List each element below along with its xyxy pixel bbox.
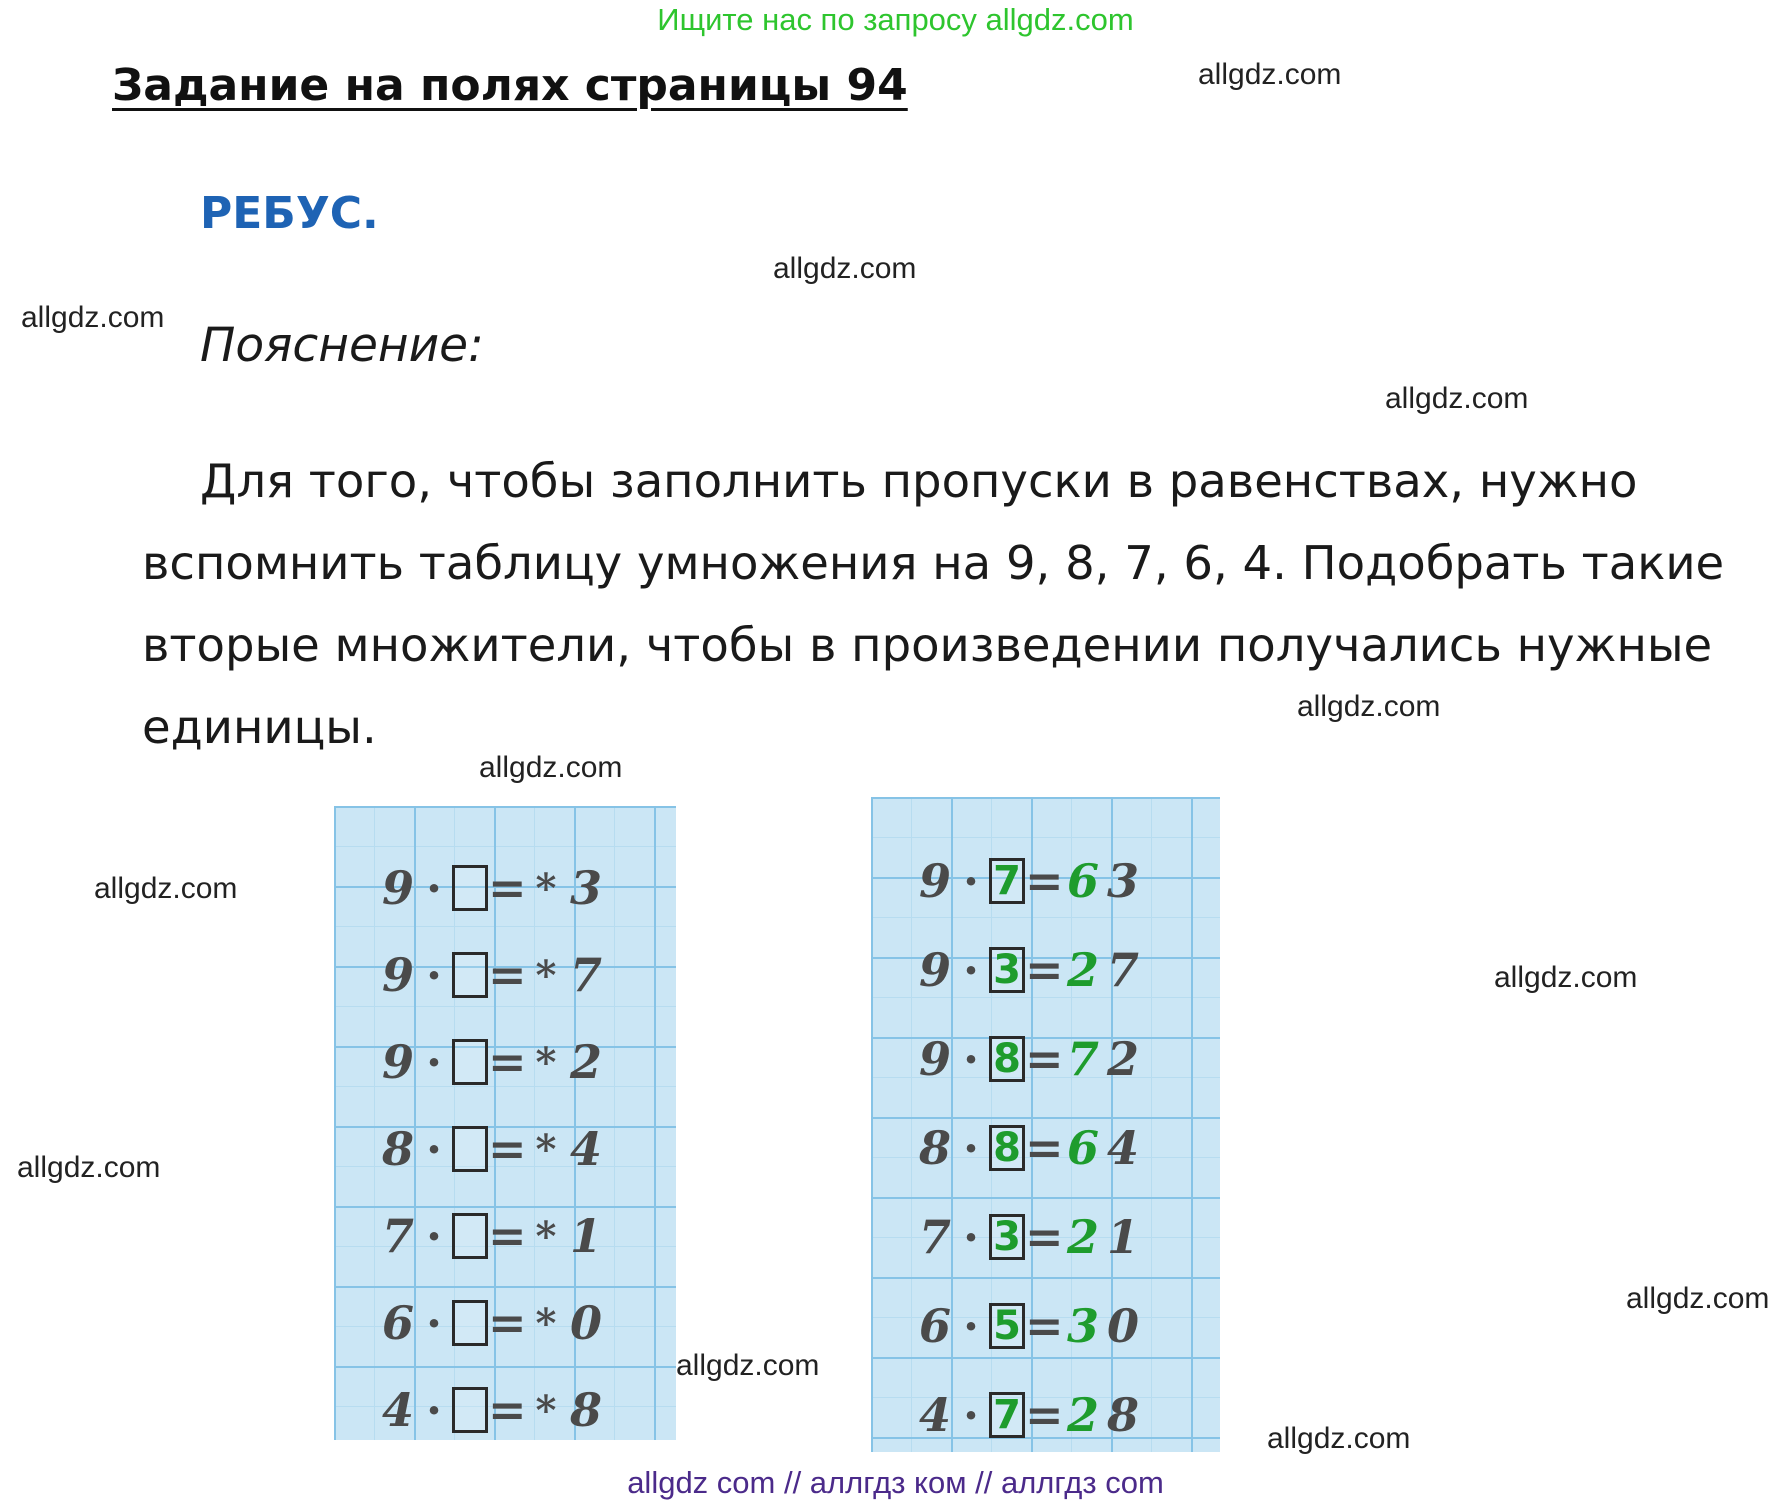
multiply-sign: · <box>962 1121 979 1175</box>
explanation-label: Пояснение: <box>200 318 484 373</box>
product-tens: 6 <box>1066 1121 1099 1175</box>
multiply-sign: · <box>425 1383 442 1437</box>
watermark: allgdz.com <box>773 252 917 285</box>
multiplicand: 9 <box>381 861 414 915</box>
product-tens: 2 <box>1066 943 1099 997</box>
product-units: 1 <box>569 1209 602 1263</box>
product-units: 8 <box>569 1383 602 1437</box>
watermark: allgdz.com <box>1494 961 1638 994</box>
solved-equation <box>917 1296 1143 1356</box>
product-units: 0 <box>1106 1299 1139 1353</box>
product-tens: * <box>535 1299 557 1347</box>
equals-sign: = <box>1025 1299 1064 1353</box>
blank-box <box>452 1126 488 1172</box>
multiply-sign: · <box>425 861 442 915</box>
multiplicand: 9 <box>918 1032 951 1086</box>
product-units: 3 <box>1106 854 1139 908</box>
multiplicand: 6 <box>381 1296 414 1350</box>
multiply-sign: · <box>962 854 979 908</box>
product-units: 7 <box>1106 943 1139 997</box>
equals-sign: = <box>1025 1388 1064 1442</box>
multiply-sign: · <box>962 1299 979 1353</box>
multiply-sign: · <box>425 1122 442 1176</box>
explanation-paragraph <box>142 440 1752 768</box>
multiplicand: 7 <box>381 1209 414 1263</box>
solved-equation <box>917 1029 1143 1089</box>
multiplicand: 7 <box>918 1210 951 1264</box>
blank-box <box>452 952 488 998</box>
task-equation <box>380 945 606 1005</box>
equals-sign: = <box>1025 943 1064 997</box>
watermark: allgdz.com <box>1626 1282 1770 1315</box>
watermark: allgdz.com <box>479 751 623 784</box>
product-units: 8 <box>1106 1388 1139 1442</box>
top-banner: Ищите нас по запросу allgdz.com <box>657 2 1134 37</box>
answer-box: 8 <box>989 1125 1025 1171</box>
product-units: 1 <box>1106 1210 1139 1264</box>
solved-equation <box>917 1385 1143 1445</box>
multiply-sign: · <box>425 1035 442 1089</box>
equals-sign: = <box>488 1296 527 1350</box>
product-tens: * <box>535 864 557 912</box>
equals-sign: = <box>488 861 527 915</box>
product-units: 4 <box>1106 1121 1139 1175</box>
product-tens: 2 <box>1066 1210 1099 1264</box>
answer-box: 3 <box>989 947 1025 993</box>
equals-sign: = <box>488 1209 527 1263</box>
product-tens: 7 <box>1066 1032 1099 1086</box>
answer-box: 8 <box>989 1036 1025 1082</box>
answer-box: 7 <box>989 1392 1025 1438</box>
answer-box: 3 <box>989 1214 1025 1260</box>
watermark: allgdz.com <box>676 1349 820 1382</box>
multiplicand: 9 <box>918 854 951 908</box>
multiply-sign: · <box>425 948 442 1002</box>
multiply-sign: · <box>962 943 979 997</box>
task-equation <box>380 1380 606 1440</box>
equals-sign: = <box>1025 1210 1064 1264</box>
page-title: Задание на полях страницы 94 <box>112 60 908 111</box>
solved-equation <box>917 940 1143 1000</box>
equals-sign: = <box>1025 854 1064 908</box>
multiply-sign: · <box>962 1032 979 1086</box>
multiplicand: 4 <box>918 1388 951 1442</box>
multiplicand: 8 <box>381 1122 414 1176</box>
product-units: 3 <box>569 861 602 915</box>
paragraph-text: Для того, чтобы заполнить пропуски в равенствах, нужно вспомнить таблицу умножения на 9, 8, 7, 6, 4. Подобрать такие вторые множители, чтобы в произведении получались нужные единицы. <box>142 454 1725 754</box>
equals-sign: = <box>488 1035 527 1089</box>
multiplicand: 9 <box>918 943 951 997</box>
multiplicand: 9 <box>381 948 414 1002</box>
blank-box <box>452 865 488 911</box>
product-units: 7 <box>569 948 602 1002</box>
product-units: 2 <box>1106 1032 1139 1086</box>
multiply-sign: · <box>425 1296 442 1350</box>
product-tens: 6 <box>1066 854 1099 908</box>
watermark: allgdz.com <box>17 1151 161 1184</box>
product-units: 4 <box>569 1122 602 1176</box>
multiply-sign: · <box>962 1210 979 1264</box>
product-tens: * <box>535 1038 557 1086</box>
multiply-sign: · <box>962 1388 979 1442</box>
blank-box <box>452 1039 488 1085</box>
blank-box <box>452 1300 488 1346</box>
task-equation <box>380 1119 606 1179</box>
task-equation <box>380 1293 606 1353</box>
solved-equation <box>917 1207 1143 1267</box>
multiplicand: 4 <box>381 1383 414 1437</box>
product-tens: * <box>535 1386 557 1434</box>
watermark: allgdz.com <box>1385 382 1529 415</box>
product-tens: 3 <box>1066 1299 1099 1353</box>
equals-sign: = <box>1025 1121 1064 1175</box>
solution-grid <box>871 797 1220 1452</box>
watermark: allgdz.com <box>21 301 165 334</box>
multiplicand: 8 <box>918 1121 951 1175</box>
multiplicand: 9 <box>381 1035 414 1089</box>
equals-sign: = <box>488 1383 527 1437</box>
task-grid <box>334 806 676 1440</box>
watermark: allgdz.com <box>1297 690 1441 723</box>
product-units: 0 <box>569 1296 602 1350</box>
product-tens: * <box>535 1212 557 1260</box>
multiply-sign: · <box>425 1209 442 1263</box>
product-tens: * <box>535 1125 557 1173</box>
rebus-heading: РЕБУС. <box>200 188 379 239</box>
watermark: allgdz.com <box>1198 58 1342 91</box>
equals-sign: = <box>488 1122 527 1176</box>
product-units: 2 <box>569 1035 602 1089</box>
task-equation <box>380 858 606 918</box>
blank-box <box>452 1387 488 1433</box>
equals-sign: = <box>1025 1032 1064 1086</box>
solved-equation <box>917 1118 1143 1178</box>
product-tens: 2 <box>1066 1388 1099 1442</box>
solved-equation <box>917 851 1143 911</box>
answer-box: 7 <box>989 858 1025 904</box>
watermark: allgdz.com <box>1267 1422 1411 1455</box>
task-equation <box>380 1206 606 1266</box>
multiplicand: 6 <box>918 1299 951 1353</box>
answer-box: 5 <box>989 1303 1025 1349</box>
task-equation <box>380 1032 606 1092</box>
watermark: allgdz.com <box>94 872 238 905</box>
product-tens: * <box>535 951 557 999</box>
footer-watermark: allgdz com // аллгдз ком // аллгдз com <box>627 1465 1164 1500</box>
blank-box <box>452 1213 488 1259</box>
equals-sign: = <box>488 948 527 1002</box>
